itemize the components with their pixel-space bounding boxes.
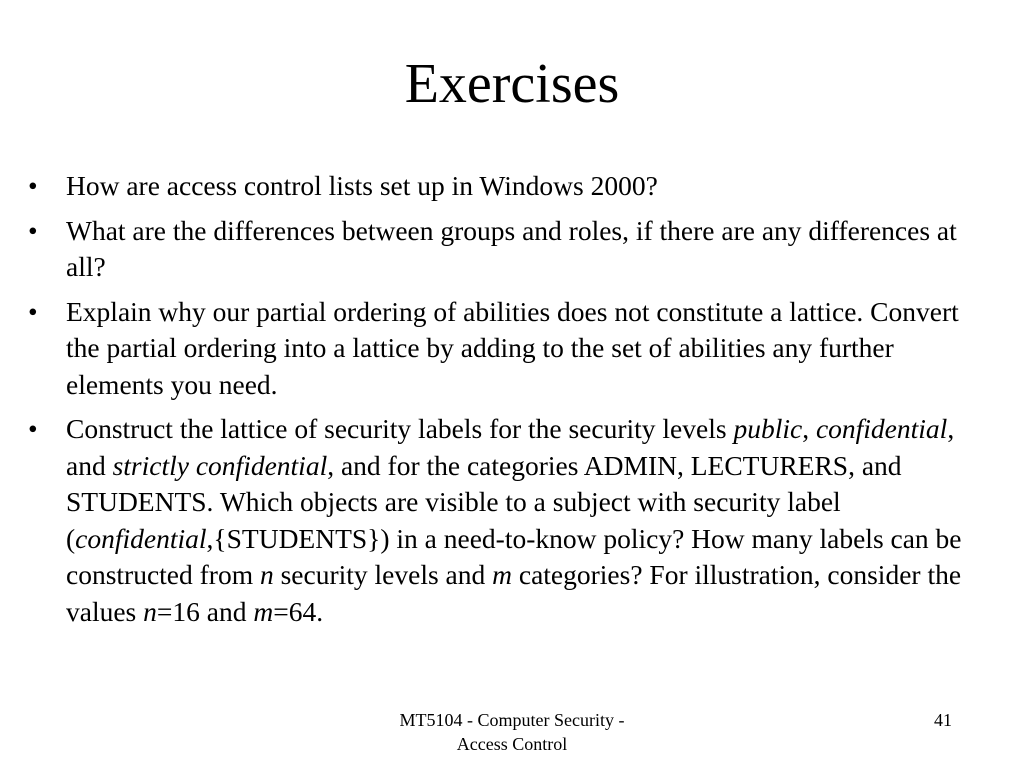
bullet-text: Explain why our partial ordering of abilities does not constitute a lattice. Convert the partial ordering into a lattice by adding to the set of abilities any further elements you need. bbox=[66, 295, 959, 400]
bullet-text-italic: confidential bbox=[75, 522, 207, 554]
footer-course bbox=[360, 708, 664, 756]
bullet-text: , and bbox=[66, 413, 955, 481]
bullet-item bbox=[28, 213, 988, 286]
bullet-text-italic: public bbox=[733, 413, 803, 444]
bullet-item bbox=[28, 294, 988, 404]
bullet-list bbox=[28, 168, 988, 638]
bullet-text: How are access control lists set up in Windows 2000? bbox=[66, 170, 658, 201]
bullet-text-italic: confidential bbox=[815, 413, 948, 444]
footer-course-line-1: MT5104 - Computer Security - bbox=[399, 710, 625, 730]
bullet-text: What are the differences between groups and roles, if there are any differences at all? bbox=[66, 214, 957, 282]
bullet-item bbox=[28, 411, 988, 630]
bullet-text-italic: m bbox=[253, 595, 274, 627]
bullet-text-italic: n bbox=[259, 559, 274, 590]
bullet-marker: • bbox=[28, 170, 38, 201]
bullet-text-italic: m bbox=[492, 559, 512, 590]
bullet-text: , bbox=[802, 413, 816, 444]
bullet-text: , and for the categories ADMIN, LECTURERS, and STUDENTS. Which objects are visible to a subject with security label ( bbox=[66, 449, 902, 554]
slide-title: Exercises bbox=[404, 53, 620, 115]
bullet-text: security levels and bbox=[273, 559, 493, 590]
bullet-text: =64. bbox=[273, 595, 324, 627]
slide-number: 41 bbox=[934, 710, 952, 730]
bullet-text: =16 and bbox=[156, 595, 254, 627]
bullet-text: ,{STUDENTS}) in a need-to-know policy? How many labels can be constructed from bbox=[66, 522, 962, 590]
bullet-text: Construct the lattice of security labels for the security levels bbox=[66, 413, 734, 444]
bullet-marker: • bbox=[28, 295, 38, 327]
bullet-text-italic: strictly confidential bbox=[112, 449, 328, 481]
bullet-marker: • bbox=[28, 214, 38, 246]
footer-course-line-2: Access Control bbox=[456, 734, 568, 754]
bullet-text: categories? For illustration, consider the values bbox=[66, 559, 962, 627]
bullet-text-italic: n bbox=[143, 595, 157, 627]
bullet-marker: • bbox=[28, 413, 38, 444]
bullet-item bbox=[28, 168, 988, 205]
